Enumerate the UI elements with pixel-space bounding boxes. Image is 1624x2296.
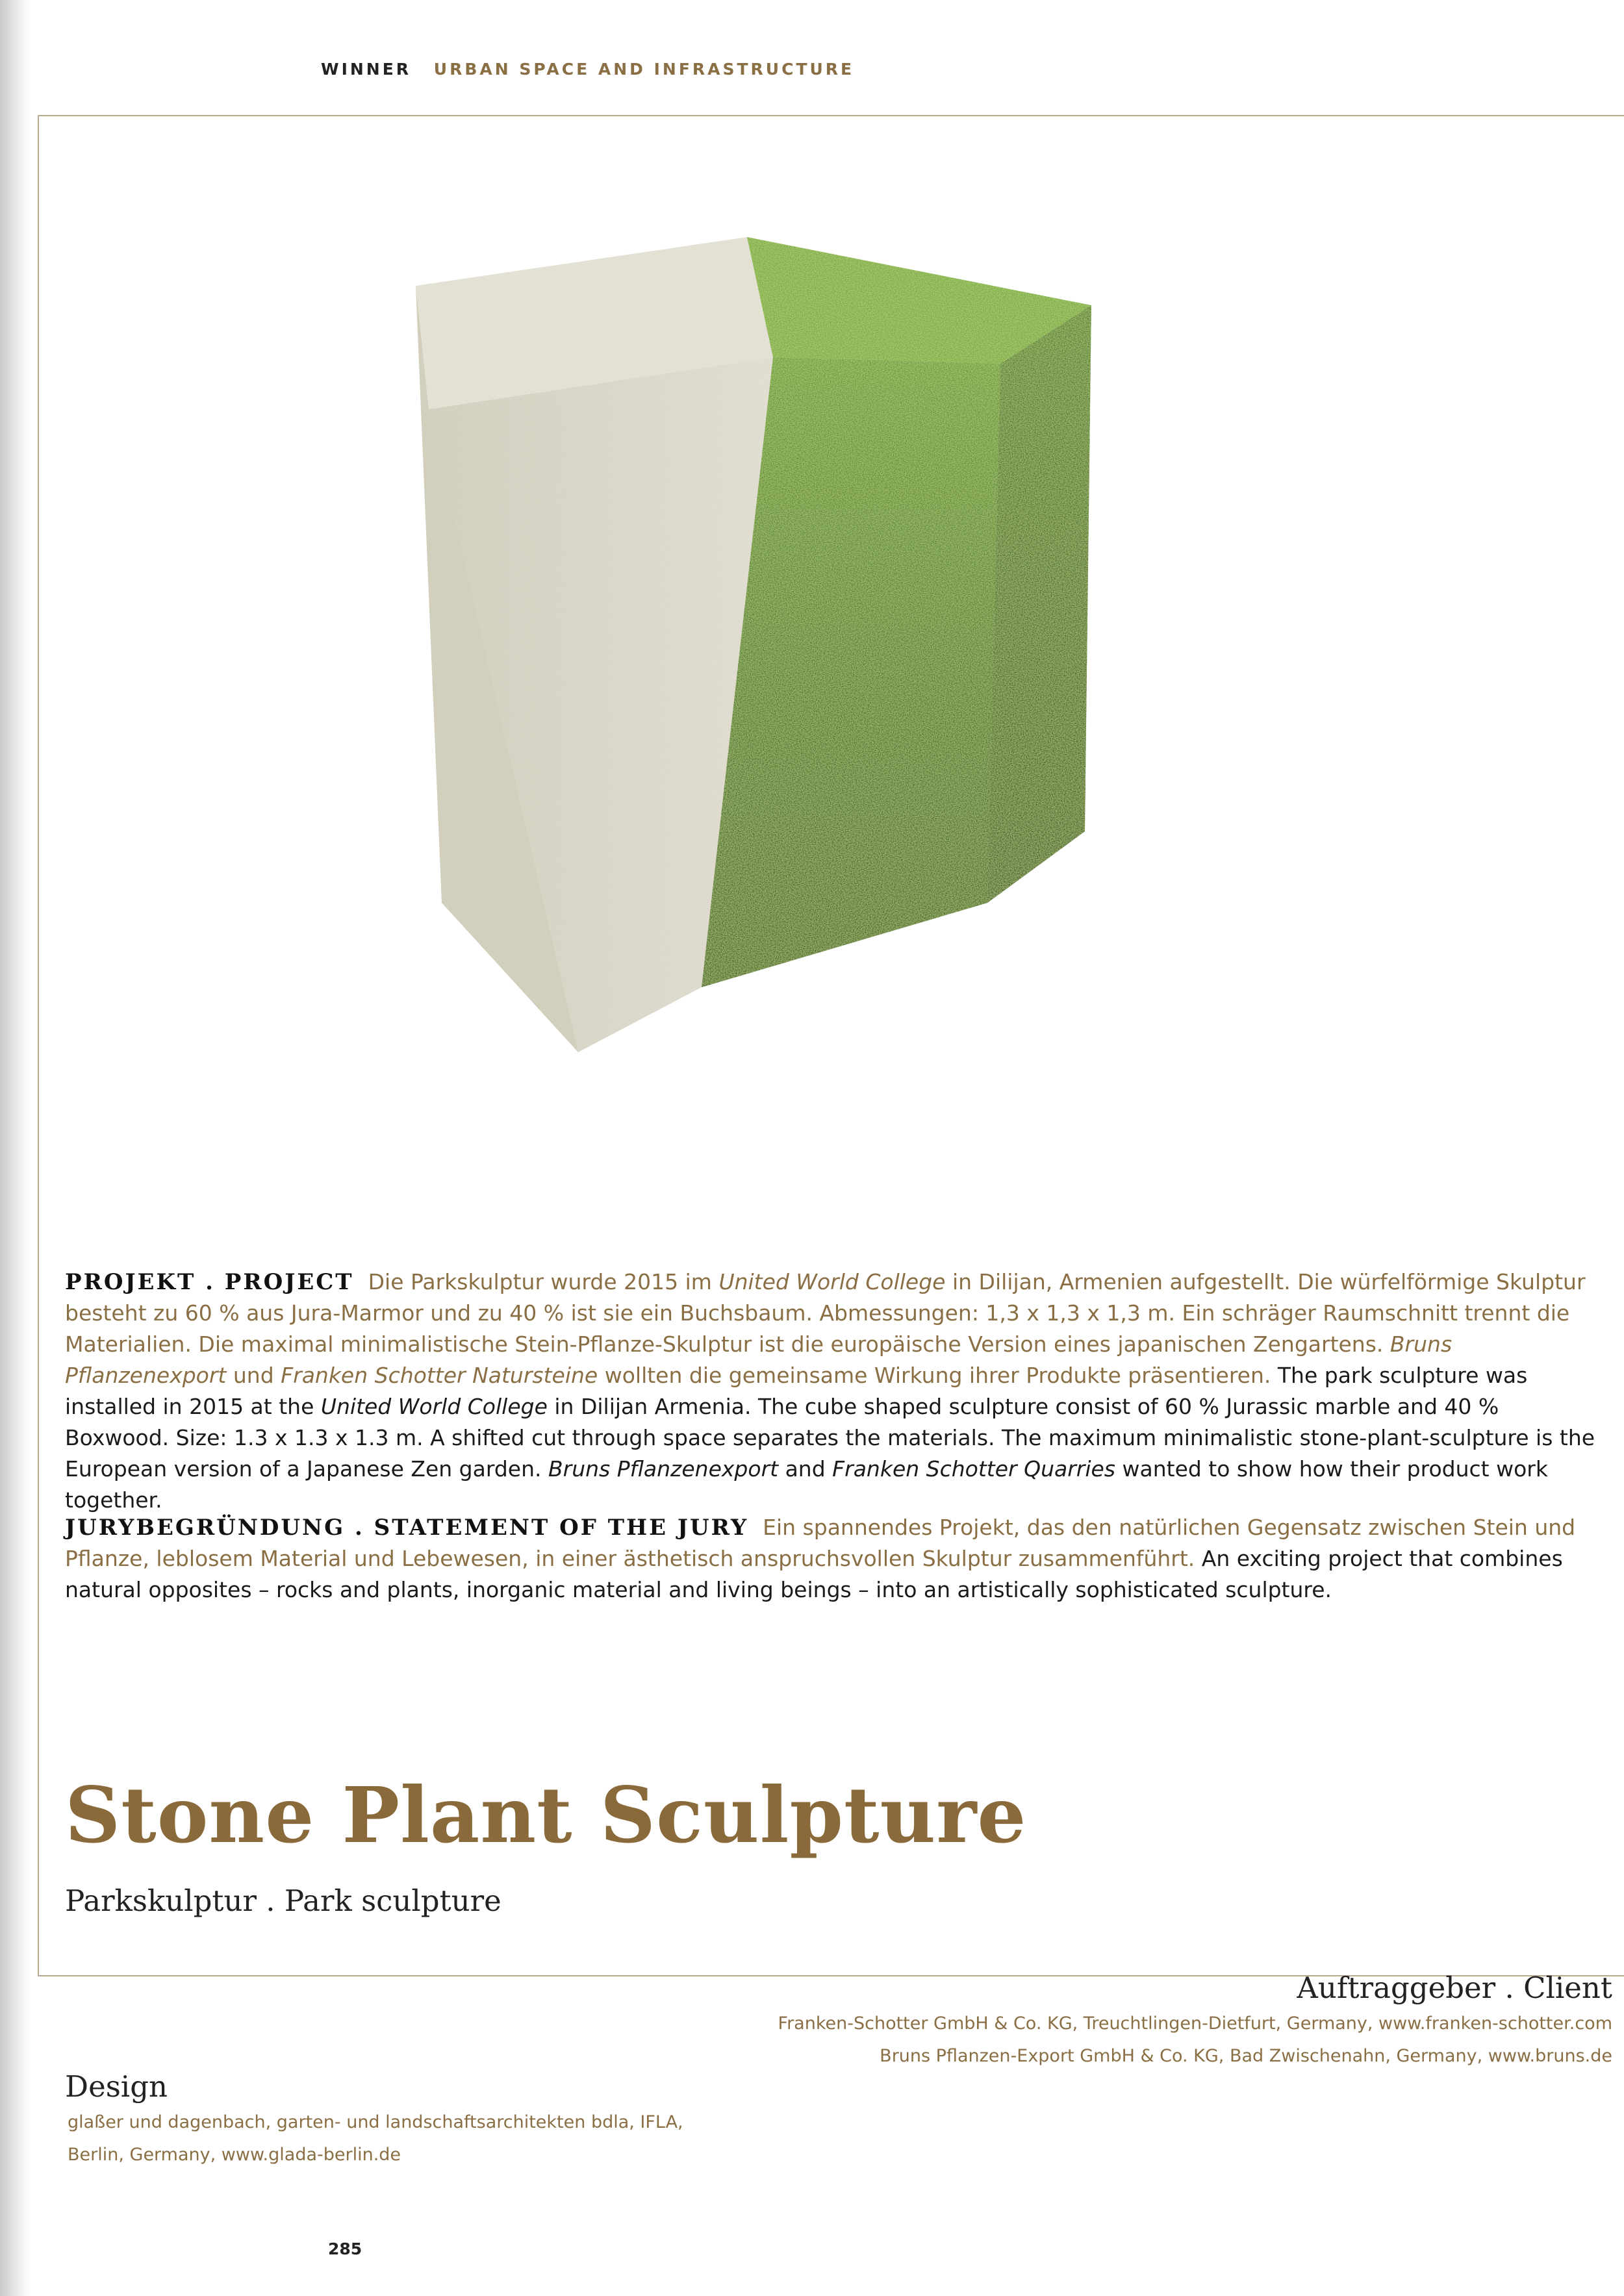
- client-line-2: Bruns Pflanzen-Export GmbH & Co. KG, Bad Zwischenahn, Germany, www.bruns.de: [880, 2046, 1612, 2066]
- book-spine-shadow: [0, 0, 30, 2296]
- project-de-run-6: wollten die gemeinsame Wirkung ihrer Produkte präsentieren.: [598, 1363, 1271, 1388]
- client-line-1: Franken-Schotter GmbH & Co. KG, Treuchtlingen-Dietfurt, Germany, www.franken-schotter.com: [778, 2013, 1612, 2034]
- page-title: Stone Plant Sculpture: [65, 1770, 1027, 1860]
- jury-text-german: Ein spannendes Projekt, das den natürlichen Gegensatz zwischen Stein und Pflanze, leblosem Material und Lebewesen, in einer ästhetisch anspruchsvollen Skulptur zusammenführt.: [65, 1515, 1576, 1571]
- project-en-run-3: Bruns Pflanzenexport: [548, 1456, 779, 1482]
- project-de-run-5: Franken Schotter Natursteine: [281, 1363, 598, 1388]
- project-de-run-1: United World College: [718, 1269, 946, 1294]
- page-header: [321, 60, 854, 79]
- jury-paragraph: [65, 1512, 1605, 1606]
- project-de-run-3: Bruns Pflanzenexport: [65, 1331, 1453, 1388]
- page-subtitle: Parkskulptur . Park sculpture: [65, 1884, 501, 1918]
- project-paragraph: [65, 1267, 1605, 1516]
- client-heading: Auftraggeber . Client: [1297, 1971, 1612, 2005]
- sculpture-photo: [403, 214, 1247, 1085]
- page-number: 285: [328, 2239, 362, 2258]
- design-line-1: glaßer und dagenbach, garten- und landschaftsarchitekten bdla, IFLA,: [68, 2112, 683, 2132]
- project-de-run-4: und: [226, 1363, 281, 1388]
- project-en-run-0: The park sculpture was installed in 2015 at the: [65, 1363, 1528, 1419]
- jury-text-english: An exciting project that combines natural opposites – rocks and plants, inorganic material and living beings – into an artistically sophisticated sculpture.: [65, 1546, 1563, 1602]
- design-line-2: Berlin, Germany, www.glada-berlin.de: [68, 2145, 401, 2165]
- project-en-run-1: United World College: [320, 1394, 548, 1419]
- project-en-run-5: Franken Schotter Quarries: [832, 1456, 1116, 1482]
- project-en-run-6: wanted to show how their product work together.: [65, 1456, 1548, 1513]
- design-heading: Design: [65, 2069, 168, 2104]
- project-de-run-2: in Dilijan, Armenien aufgestellt. Die würfelförmige Skulptur besteht zu 60 % aus Jura-Marmor und zu 40 % ist sie ein Buchsbaum. Abmessungen: 1,3 x 1,3 x 1,3 m. Ein schräger Raumschnitt trennt die Materialien. Die maximal minimalistische Stein-Pflanze-Skulptur ist die europäische Version eines japanischen Zengartens.: [65, 1269, 1586, 1357]
- boxwood-right-face: [987, 305, 1091, 903]
- header-winner: WINNER: [321, 60, 412, 79]
- project-en-run-2: in Dilijan Armenia. The cube shaped sculpture consist of 60 % Jurassic marble and 40 % Boxwood. Size: 1.3 x 1.3 x 1.3 m. A shifted cut through space separates the materials. The maximum minimalistic stone-plant-sculpture is the European version of a Japanese Zen garden.: [65, 1394, 1595, 1482]
- jury-label: JURYBEGRÜNDUNG . STATEMENT OF THE JURY: [65, 1515, 749, 1541]
- project-en-run-4: and: [778, 1456, 833, 1482]
- project-de-run-0: Die Parkskulptur wurde 2015 im: [368, 1269, 719, 1294]
- project-label: PROJEKT . PROJECT: [65, 1269, 354, 1295]
- header-category: URBAN SPACE AND INFRASTRUCTURE: [433, 60, 855, 79]
